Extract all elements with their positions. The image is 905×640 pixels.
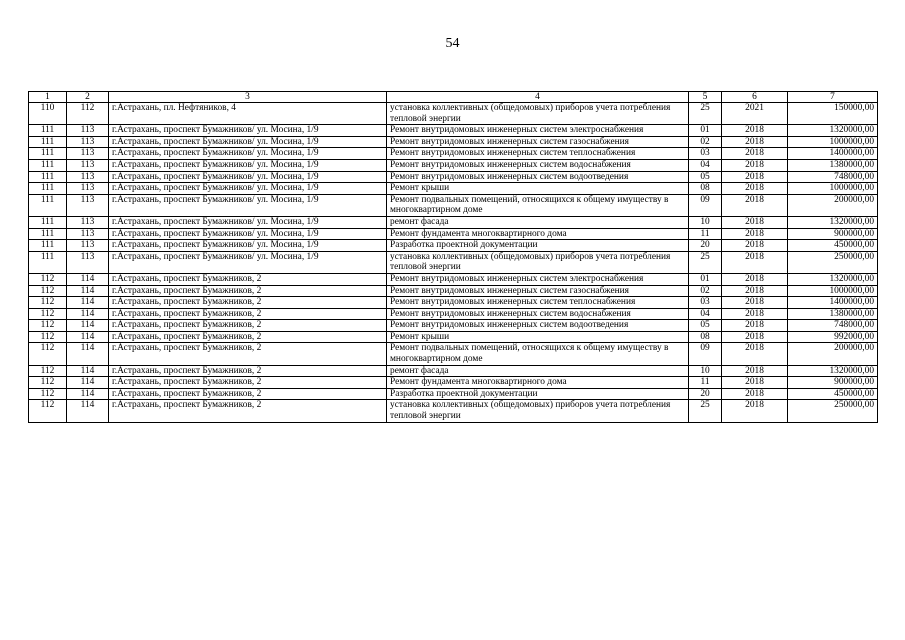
work-code-cell: 08 [689, 331, 722, 343]
cost-cell: 748000,00 [788, 171, 878, 183]
table-row [29, 400, 878, 422]
year-cell: 2018 [722, 297, 788, 309]
row-number-cell: 111 [29, 251, 67, 273]
cost-cell: 1000000,00 [788, 183, 878, 195]
column-header: 2 [67, 92, 109, 103]
column-header: 3 [109, 92, 387, 103]
address-cell: г.Астрахань, проспект Бумажников, 2 [109, 377, 387, 389]
row-number-cell: 112 [29, 308, 67, 320]
year-cell: 2018 [722, 183, 788, 195]
column-header: 7 [788, 92, 878, 103]
work-type-cell: ремонт фасада [387, 365, 689, 377]
table-row [29, 343, 878, 365]
house-number-cell: 114 [67, 400, 109, 422]
year-cell: 2018 [722, 228, 788, 240]
table-row [29, 228, 878, 240]
cost-cell: 1000000,00 [788, 136, 878, 148]
house-number-cell: 114 [67, 343, 109, 365]
table-row [29, 159, 878, 171]
house-number-cell: 114 [67, 365, 109, 377]
work-code-cell: 01 [689, 125, 722, 137]
address-cell: г.Астрахань, проспект Бумажников/ ул. Мосина, 1/9 [109, 216, 387, 228]
row-number-cell: 111 [29, 171, 67, 183]
address-cell: г.Астрахань, проспект Бумажников/ ул. Мосина, 1/9 [109, 136, 387, 148]
house-number-cell: 113 [67, 251, 109, 273]
work-type-cell: Ремонт подвальных помещений, относящихся к общему имуществу в многоквартирном доме [387, 343, 689, 365]
table-row [29, 251, 878, 273]
year-cell: 2018 [722, 251, 788, 273]
house-number-cell: 113 [67, 171, 109, 183]
column-header: 5 [689, 92, 722, 103]
address-cell: г.Астрахань, проспект Бумажников, 2 [109, 297, 387, 309]
row-number-cell: 112 [29, 400, 67, 422]
work-code-cell: 11 [689, 228, 722, 240]
cost-cell: 748000,00 [788, 320, 878, 332]
work-code-cell: 08 [689, 183, 722, 195]
cost-cell: 1380000,00 [788, 159, 878, 171]
work-type-cell: Ремонт подвальных помещений, относящихся к общему имуществу в многоквартирном доме [387, 194, 689, 216]
address-cell: г.Астрахань, проспект Бумажников, 2 [109, 343, 387, 365]
page-number: 54 [445, 36, 460, 51]
house-number-cell: 114 [67, 331, 109, 343]
cost-cell: 1000000,00 [788, 285, 878, 297]
cost-cell: 1400000,00 [788, 297, 878, 309]
year-cell: 2018 [722, 320, 788, 332]
work-code-cell: 20 [689, 240, 722, 252]
year-cell: 2018 [722, 159, 788, 171]
table-row [29, 308, 878, 320]
address-cell: г.Астрахань, проспект Бумажников/ ул. Мосина, 1/9 [109, 194, 387, 216]
address-cell: г.Астрахань, проспект Бумажников/ ул. Мосина, 1/9 [109, 251, 387, 273]
work-type-cell: Ремонт внутридомовых инженерных систем водоотведения [387, 320, 689, 332]
address-cell: г.Астрахань, проспект Бумажников/ ул. Мосина, 1/9 [109, 159, 387, 171]
work-code-cell: 02 [689, 285, 722, 297]
work-type-cell: Ремонт внутридомовых инженерных систем газоснабжения [387, 285, 689, 297]
work-code-cell: 10 [689, 216, 722, 228]
row-number-cell: 112 [29, 331, 67, 343]
address-cell: г.Астрахань, проспект Бумажников/ ул. Мосина, 1/9 [109, 148, 387, 160]
work-type-cell: Ремонт фундамента многоквартирного дома [387, 228, 689, 240]
table-row [29, 183, 878, 195]
year-cell: 2018 [722, 273, 788, 285]
row-number-cell: 111 [29, 125, 67, 137]
cost-cell: 900000,00 [788, 228, 878, 240]
work-type-cell: установка коллективных (общедомовых) приборов учета потребления тепловой энергии [387, 251, 689, 273]
row-number-cell: 111 [29, 240, 67, 252]
work-code-cell: 10 [689, 365, 722, 377]
work-type-cell: Ремонт внутридомовых инженерных систем электроснабжения [387, 273, 689, 285]
address-cell: г.Астрахань, проспект Бумажников, 2 [109, 331, 387, 343]
table-row [29, 103, 878, 125]
row-number-cell: 111 [29, 159, 67, 171]
address-cell: г.Астрахань, проспект Бумажников, 2 [109, 400, 387, 422]
address-cell: г.Астрахань, проспект Бумажников, 2 [109, 388, 387, 400]
house-number-cell: 114 [67, 285, 109, 297]
work-code-cell: 05 [689, 320, 722, 332]
house-number-cell: 113 [67, 136, 109, 148]
table-row [29, 377, 878, 389]
work-code-cell: 04 [689, 159, 722, 171]
year-cell: 2018 [722, 400, 788, 422]
year-cell: 2018 [722, 194, 788, 216]
table-row [29, 297, 878, 309]
address-cell: г.Астрахань, проспект Бумажников/ ул. Мосина, 1/9 [109, 240, 387, 252]
table-row [29, 285, 878, 297]
house-number-cell: 114 [67, 320, 109, 332]
year-cell: 2021 [722, 103, 788, 125]
house-number-cell: 113 [67, 183, 109, 195]
house-number-cell: 114 [67, 273, 109, 285]
house-number-cell: 114 [67, 388, 109, 400]
table-row [29, 216, 878, 228]
cost-cell: 450000,00 [788, 240, 878, 252]
cost-cell: 1320000,00 [788, 216, 878, 228]
year-cell: 2018 [722, 343, 788, 365]
cost-cell: 992000,00 [788, 331, 878, 343]
work-code-cell: 05 [689, 171, 722, 183]
house-number-cell: 114 [67, 308, 109, 320]
work-code-cell: 25 [689, 103, 722, 125]
cost-cell: 1380000,00 [788, 308, 878, 320]
column-header: 6 [722, 92, 788, 103]
work-type-cell: Ремонт внутридомовых инженерных систем электроснабжения [387, 125, 689, 137]
work-type-cell: ремонт фасада [387, 216, 689, 228]
header-row [29, 92, 878, 103]
house-number-cell: 113 [67, 159, 109, 171]
cost-cell: 1320000,00 [788, 273, 878, 285]
work-code-cell: 11 [689, 377, 722, 389]
work-code-cell: 01 [689, 273, 722, 285]
house-number-cell: 114 [67, 297, 109, 309]
table-row [29, 331, 878, 343]
row-number-cell: 112 [29, 297, 67, 309]
house-number-cell: 113 [67, 216, 109, 228]
work-type-cell: Ремонт внутридомовых инженерных систем водоснабжения [387, 308, 689, 320]
cost-cell: 250000,00 [788, 400, 878, 422]
row-number-cell: 112 [29, 273, 67, 285]
address-cell: г.Астрахань, проспект Бумажников/ ул. Мосина, 1/9 [109, 171, 387, 183]
row-number-cell: 111 [29, 194, 67, 216]
house-number-cell: 113 [67, 228, 109, 240]
table-row [29, 240, 878, 252]
work-type-cell: Ремонт внутридомовых инженерных систем водоснабжения [387, 159, 689, 171]
year-cell: 2018 [722, 148, 788, 160]
house-number-cell: 112 [67, 103, 109, 125]
work-type-cell: Ремонт крыши [387, 183, 689, 195]
address-cell: г.Астрахань, проспект Бумажников, 2 [109, 308, 387, 320]
cost-cell: 250000,00 [788, 251, 878, 273]
year-cell: 2018 [722, 125, 788, 137]
table-row [29, 273, 878, 285]
column-header: 4 [387, 92, 689, 103]
address-cell: г.Астрахань, пл. Нефтяников, 4 [109, 103, 387, 125]
year-cell: 2018 [722, 285, 788, 297]
row-number-cell: 112 [29, 365, 67, 377]
row-number-cell: 112 [29, 377, 67, 389]
address-cell: г.Астрахань, проспект Бумажников/ ул. Мосина, 1/9 [109, 228, 387, 240]
work-code-cell: 20 [689, 388, 722, 400]
table-row [29, 148, 878, 160]
table-row [29, 171, 878, 183]
row-number-cell: 112 [29, 320, 67, 332]
cost-cell: 200000,00 [788, 343, 878, 365]
year-cell: 2018 [722, 377, 788, 389]
year-cell: 2018 [722, 171, 788, 183]
cost-cell: 900000,00 [788, 377, 878, 389]
cost-cell: 1400000,00 [788, 148, 878, 160]
year-cell: 2018 [722, 365, 788, 377]
row-number-cell: 110 [29, 103, 67, 125]
work-type-cell: Разработка проектной документации [387, 388, 689, 400]
cost-cell: 200000,00 [788, 194, 878, 216]
work-type-cell: Ремонт внутридомовых инженерных систем теплоснабжения [387, 148, 689, 160]
row-number-cell: 112 [29, 285, 67, 297]
year-cell: 2018 [722, 240, 788, 252]
year-cell: 2018 [722, 331, 788, 343]
year-cell: 2018 [722, 216, 788, 228]
work-code-cell: 04 [689, 308, 722, 320]
row-number-cell: 111 [29, 228, 67, 240]
house-number-cell: 113 [67, 125, 109, 137]
row-number-cell: 111 [29, 183, 67, 195]
column-header: 1 [29, 92, 67, 103]
work-code-cell: 02 [689, 136, 722, 148]
work-type-cell: Ремонт внутридомовых инженерных систем теплоснабжения [387, 297, 689, 309]
work-code-cell: 25 [689, 400, 722, 422]
work-type-cell: Разработка проектной документации [387, 240, 689, 252]
address-cell: г.Астрахань, проспект Бумажников, 2 [109, 365, 387, 377]
work-code-cell: 25 [689, 251, 722, 273]
year-cell: 2018 [722, 388, 788, 400]
address-cell: г.Астрахань, проспект Бумажников, 2 [109, 320, 387, 332]
table-body [29, 103, 878, 423]
table-row [29, 320, 878, 332]
house-number-cell: 114 [67, 377, 109, 389]
row-number-cell: 112 [29, 388, 67, 400]
house-number-cell: 113 [67, 194, 109, 216]
work-code-cell: 03 [689, 297, 722, 309]
cost-cell: 1320000,00 [788, 125, 878, 137]
work-code-cell: 09 [689, 343, 722, 365]
cost-cell: 150000,00 [788, 103, 878, 125]
table-row [29, 136, 878, 148]
year-cell: 2018 [722, 308, 788, 320]
address-cell: г.Астрахань, проспект Бумажников, 2 [109, 273, 387, 285]
work-type-cell: установка коллективных (общедомовых) приборов учета потребления тепловой энергии [387, 103, 689, 125]
work-type-cell: Ремонт внутридомовых инженерных систем газоснабжения [387, 136, 689, 148]
year-cell: 2018 [722, 136, 788, 148]
work-type-cell: Ремонт крыши [387, 331, 689, 343]
table-row [29, 365, 878, 377]
work-code-cell: 09 [689, 194, 722, 216]
house-number-cell: 113 [67, 240, 109, 252]
cost-cell: 450000,00 [788, 388, 878, 400]
table-row [29, 194, 878, 216]
work-type-cell: установка коллективных (общедомовых) приборов учета потребления тепловой энергии [387, 400, 689, 422]
row-number-cell: 111 [29, 216, 67, 228]
house-number-cell: 113 [67, 148, 109, 160]
address-cell: г.Астрахань, проспект Бумажников/ ул. Мосина, 1/9 [109, 125, 387, 137]
row-number-cell: 112 [29, 343, 67, 365]
address-cell: г.Астрахань, проспект Бумажников, 2 [109, 285, 387, 297]
row-number-cell: 111 [29, 136, 67, 148]
row-number-cell: 111 [29, 148, 67, 160]
cost-cell: 1320000,00 [788, 365, 878, 377]
work-type-cell: Ремонт внутридомовых инженерных систем водоотведения [387, 171, 689, 183]
work-type-cell: Ремонт фундамента многоквартирного дома [387, 377, 689, 389]
table-row [29, 388, 878, 400]
work-code-cell: 03 [689, 148, 722, 160]
repair-schedule-table [28, 91, 878, 423]
address-cell: г.Астрахань, проспект Бумажников/ ул. Мосина, 1/9 [109, 183, 387, 195]
table-row [29, 125, 878, 137]
